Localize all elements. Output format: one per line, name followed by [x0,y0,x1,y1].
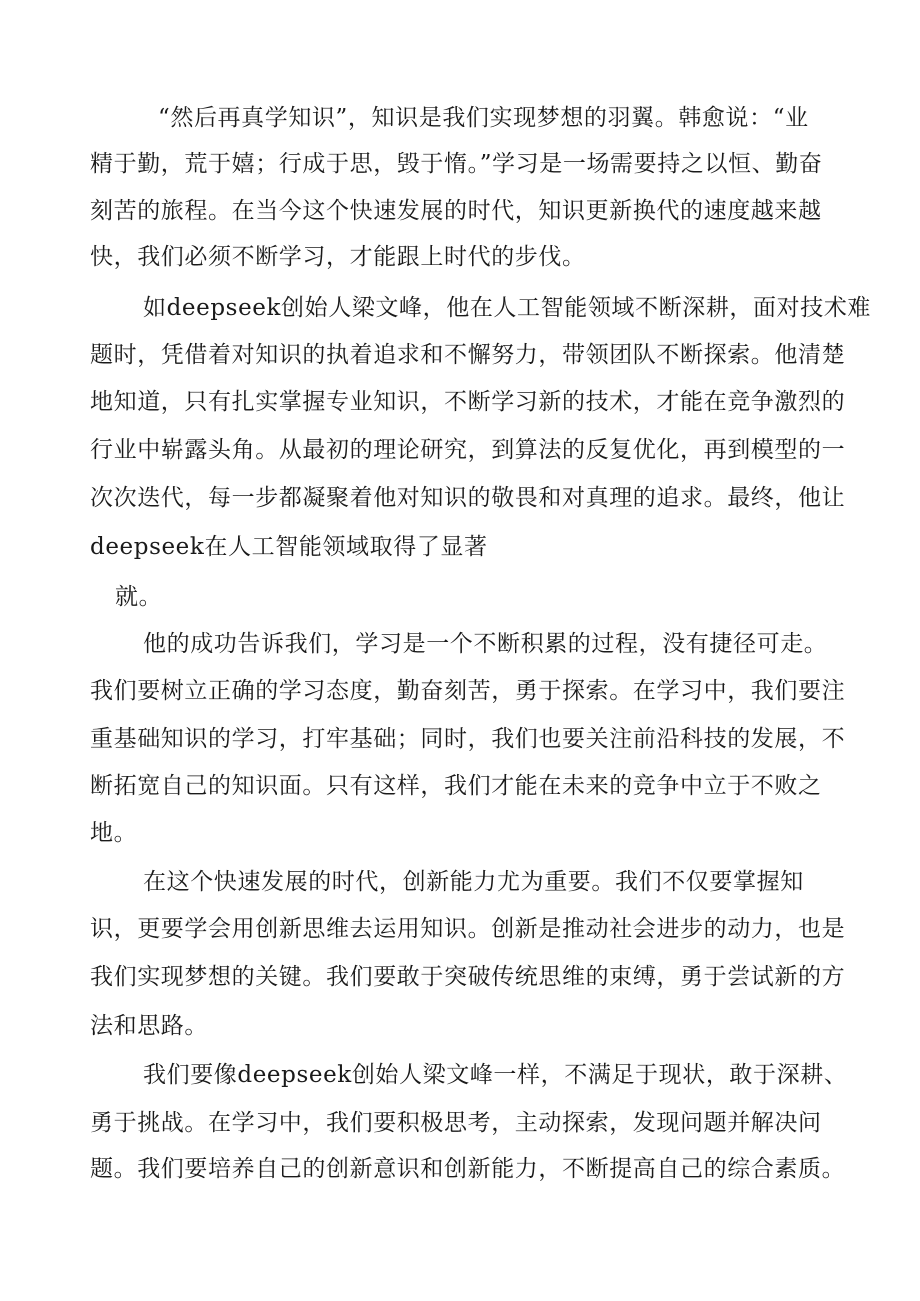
text-line: 他的成功告诉我们，学习是一个不断积累的过程，没有捷径可走。 [143,631,828,657]
text-line: 精于勤，荒于嬉；行成于思，毁于惰。”学习是一场需要持之以恒、勤奋 [90,151,823,177]
text-line: 在这个快速发展的时代，创新能力尤为重要。我们不仅要掌握知 [143,869,804,895]
text-line: “然后再真学知识”，知识是我们实现梦想的羽翼。韩愈说：“业 [158,105,809,131]
text-line: 次次迭代，每一步都凝聚着他对知识的敬畏和对真理的追求。最终，他让 [90,485,846,511]
text-line: 断拓宽自己的知识面。只有这样，我们才能在未来的竞争中立于不败之 [90,773,822,799]
text-line: 快，我们必须不断学习，才能跟上时代的步伐。 [90,244,586,270]
text-line: 就。 [115,584,163,610]
text-line: 法和思路。 [90,1013,208,1039]
text-line: 地。 [90,820,138,846]
text-line: 刻苦的旅程。在当今这个快速发展的时代，知识更新换代的速度越来越 [90,198,822,224]
text-line: 识，更要学会用创新思维去运用知识。创新是推动社会进步的动力，也是 [90,916,846,942]
text-line: 勇于挑战。在学习中，我们要积极思考，主动探索，发现问题并解决问 [90,1110,822,1136]
text-line: 我们要像deepseek创始人梁文峰一样，不满足于现状，敢于深耕、 [143,1062,848,1088]
text-line: 地知道，只有扎实掌握专业知识，不断学习新的技术，才能在竞争激烈的 [90,389,846,415]
text-line: 题时，凭借着对知识的执着追求和不懈努力，带领团队不断探索。他清楚 [90,342,846,368]
text-line: 我们要树立正确的学习态度，勤奋刻苦，勇于探索。在学习中，我们要注 [90,678,846,704]
text-line: 行业中崭露头角。从最初的理论研究，到算法的反复优化，再到模型的一 [90,437,846,463]
text-line: 如deepseek创始人梁文峰，他在人工智能领域不断深耕，面对技术难 [143,295,872,321]
text-line: 我们实现梦想的关键。我们要敢于突破传统思维的束缚，勇于尝试新的方 [90,964,846,990]
text-line: 重基础知识的学习，打牢基础；同时，我们也要关注前沿科技的发展，不 [90,726,846,752]
text-line: deepseek在人工智能领域取得了显著 [90,534,488,560]
text-line: 题。我们要培养自己的创新意识和创新能力，不断提高自己的综合素质。 [90,1156,846,1182]
